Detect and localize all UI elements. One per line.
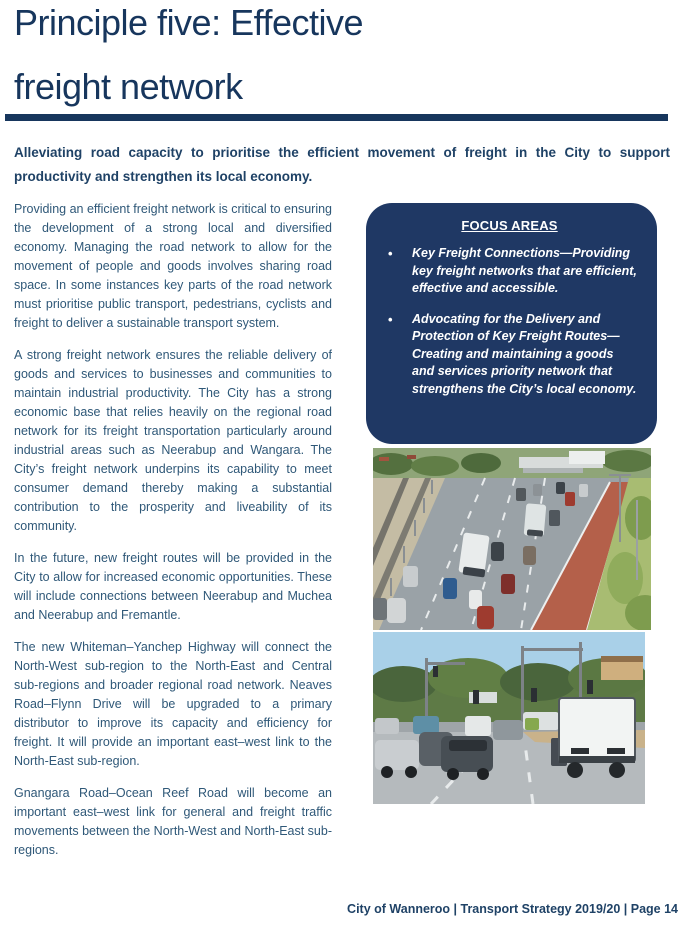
body-paragraph: Providing an efficient freight network is critical to ensuring the development of a strong local and diversified economy. Managing the road network to allow for the movement of people and goods involves sharing road space. In some instances key parts of the road network must prioritise public transport, pedestrians, cyclists and freight to deliver a sustainable transport system. — [14, 202, 332, 330]
principle-subtitle: Alleviating road capacity to prioritise the efficient movement of freight in the City to support productivity and strengthen its local economy. — [14, 145, 670, 184]
body-paragraph: A strong freight network ensures the reliable delivery of goods and services to businesses and communities to maintain industrial productivity. The City has a strong economic base that relies heavily on the regional road network for its freight transportation particularly around industrial areas such as Neerabup and Wangara. The City’s freight network underpins its capability to meet consumer demand thereby making a substantial contribution to the prosperity and liveability of its community. — [14, 348, 332, 533]
focus-area-text: Advocating for the Delivery and Protection of Key Freight Routes—Creating and maintaining a goods and services priority network that strengthens the City’s local economy. — [412, 311, 637, 396]
title-divider-rule — [5, 114, 668, 121]
body-text-column — [14, 200, 332, 873]
focus-areas-title: FOCUS AREAS — [461, 218, 558, 233]
body-paragraph: In the future, new freight routes will be provided in the City to allow for increased economic opportunities. These will include connections between Neerabup and Muchea and Neerabup and Fremantle. — [14, 551, 332, 622]
page-title — [14, 0, 363, 119]
intersection-traffic-photo — [373, 632, 645, 804]
body-paragraph: Gnangara Road–Ocean Reef Road will become an important east–west link for general and freight traffic movements between the North-West and North-East sub-regions. — [14, 786, 332, 857]
page-title-line2: freight network — [14, 66, 243, 107]
page-title-line1: Principle five: Effective — [14, 2, 363, 43]
focus-area-item — [382, 245, 637, 298]
freeway-traffic-photo — [373, 448, 651, 630]
body-paragraph: The new Whiteman–Yanchep Highway will connect the North-West sub-region to the North-East and Central sub-regions and broader regional road network. Neaves Road–Flynn Drive will be upgraded to a primary distributor to improve its capacity and efficiency for freight. It will provide an important east–west link to the North-East sub-region. — [14, 640, 332, 768]
focus-areas-callout — [366, 203, 657, 444]
page-footer: City of Wanneroo | Transport Strategy 2019/20 | Page 14 — [347, 902, 678, 916]
focus-area-item — [382, 311, 637, 399]
bullet-icon: • — [388, 246, 393, 261]
focus-area-text: Key Freight Connections—Providing key freight networks that are efficient, effective and accessible. — [412, 246, 637, 295]
bullet-icon: • — [388, 311, 393, 327]
